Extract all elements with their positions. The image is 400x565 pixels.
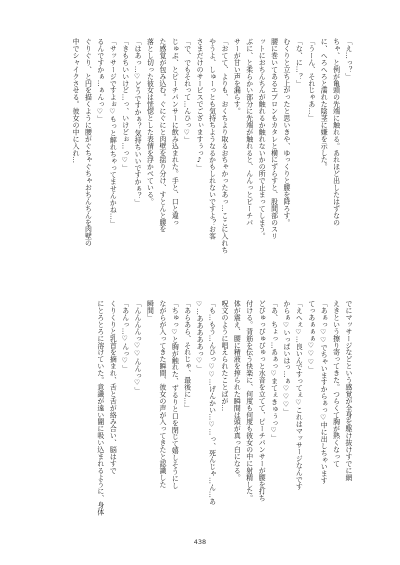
text-line: 呪文のように唱えられたことばが… — [219, 300, 228, 412]
text-line: に、へろへろと濡れた陰茎に嫌を示した。 — [319, 38, 328, 171]
text-line: 「えへぇ♡…良いんですってぇ♡これはマッサージなんです — [294, 300, 303, 490]
text-line: 「あんっ…♡んっ♡」 — [120, 300, 129, 372]
text-line: るんですかぁ…ぁんっ♡」 — [95, 38, 104, 123]
text-line: どびゅっびゅびゅっと水音を立てて、ピーチパンサーが腰を打ち — [257, 300, 266, 502]
text-line: 「あぁっ♡♡でちゃいますからぁっ♡中に出しちゃいます — [319, 300, 328, 484]
text-line: やうよ、しゅーっとも気持ちようなるかもしれないですよ？お客 — [207, 38, 216, 240]
top-text-block — [46, 38, 354, 270]
text-line: くりくりと乳首を摘まれ、舌と舌が絡み合い、脳はすで — [108, 300, 117, 474]
text-line: 「んんんんっ♡♡んんっ♡」 — [133, 300, 142, 394]
text-line: ぶに、と柔らかい部分に先端が触れると、んんっとピーチパ — [244, 38, 253, 226]
text-line: 落とし切った彼女は恍惚とした表情を浮かべている。 — [145, 38, 154, 205]
text-line: た感覚が包み込む。ぐにぐにと肉壁を揺り分け、すとんと腰を — [157, 38, 166, 233]
text-line: 「サッサージですよぉ♡もっと解れちゃってませんかね…」 — [108, 38, 117, 227]
text-line: 「ちゅっ♡と胸が触れた、ずるりと口を閉じて嬉しそうにし — [170, 300, 179, 489]
text-line: 瞬間」 — [145, 300, 154, 321]
text-line: 「あらあら、それじゃ、最後に…」 — [182, 300, 191, 412]
text-line: 「はあっ…♡どうですかぁ？気持ちいいですかぁ？」 — [133, 38, 142, 206]
text-line: ながらが入ってきた瞬間、彼女の声が入ってきたと認識した — [157, 300, 166, 488]
text-line: でにマッサージなどという感覚が全身を駆け抜けすでに網 — [344, 300, 352, 481]
text-line: 「おてて、よりも、おくちより取るおちゃかったあっ…ここに入れち — [219, 38, 228, 254]
text-line: ちゃ、と例が亀頭の先端に触れる。あれほど出したはずなの — [331, 38, 340, 226]
text-line: 「も…もう…んひっ♡♡…げんかい…♡…っ、死んじゃ…ん…あ — [207, 300, 216, 505]
text-line: ットにおちんちんが触れるか触れないかの所で止まってしまう。 — [257, 38, 266, 240]
text-line: 腰に巻いてあるエプロンもカタレと横にずらすと、股間部のスリ — [269, 38, 278, 240]
text-line: サーが甘い声を漏らす。 — [232, 38, 241, 115]
text-line: 「うーん、それじゃあ…」 — [306, 38, 315, 122]
text-line: じゅぷ、とピーチパンサーに飲み込まれた。手と、口と違っ — [170, 38, 179, 226]
text-line: からぁ♡いっぱいはっ…ぁ♡♡♡」 — [281, 300, 290, 416]
text-line: むくりと立ち上がったと思いきや、ゆっくりと腰を降ろす。 — [281, 38, 290, 226]
text-line: てっあぁぁぁ♡♡♡」 — [306, 300, 315, 373]
text-line: 「で、でもそれって…んひっ♡」 — [182, 38, 191, 144]
text-line: ぐりぐり、と円を描くように腰がぐちゃぐちゃおちんちんを肉壁の — [83, 38, 92, 247]
text-line: ♡…あああああっ♡」 — [195, 300, 204, 372]
text-line: 「あ、ちょっ…あぁっ♡まてぇきゅぅっ♡」 — [269, 300, 278, 442]
text-line: さまだけのサービスでござぃますぅっ♪」 — [195, 38, 204, 172]
bottom-text-block — [46, 300, 354, 526]
text-line: 付ける。背筋を伝う快楽に、何度も何度も彼女の中に射精した。 — [244, 300, 253, 502]
text-line: にとろとろに溶けていた。意識が遠い闇に吸い込まれるように、身体 — [95, 300, 104, 516]
text-line: 体が震え、腰に精液を搾られた瞬間は頭が真っ白になる。 — [232, 300, 241, 481]
text-line: 「え…っ？」 — [344, 38, 352, 80]
text-line: 「な、に…？」 — [294, 38, 303, 87]
page-number: 438 — [193, 538, 207, 546]
text-line: 「きもちいいけど…っ、いけどぉ…っ♡」 — [120, 38, 129, 172]
text-line: 中でシャイクさせる。彼女の中に入れ… — [71, 38, 80, 164]
text-line: えきという擦り寄ってきた。つらくて胸が熱くなって — [331, 300, 340, 467]
